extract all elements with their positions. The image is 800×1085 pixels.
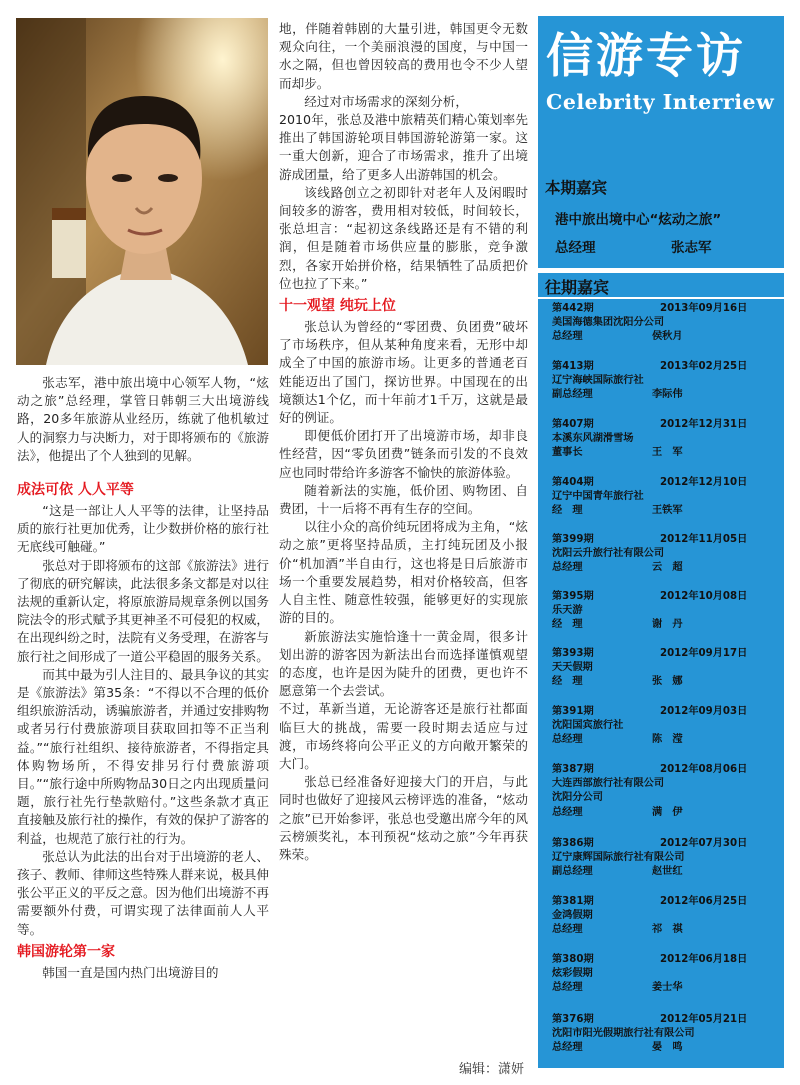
past-guests-box (538, 273, 784, 1068)
past-guest-header (552, 590, 774, 604)
past-guest-name: 满 伊 (652, 806, 683, 818)
past-guest-date: 2012年11月05日 (660, 534, 748, 545)
paragraph: 经过对市场需求的深刻分析， (304, 93, 468, 109)
paragraph: 不过，革新当道，无论游客还是旅行社都面临巨大的挑战，需要一段时期去适应与过渡，市场终将向公平正义的方向敞开繁荣的大门。 (279, 701, 528, 771)
past-guest-issue: 第393期 (552, 648, 594, 659)
past-guest-role-line (552, 330, 774, 344)
paragraph: 张总认为此法的出台对于出境游的老人、孩子、教师、律师这些特殊人群来说，极具伸张公平正义的平反之意。因为他们出境游不再需要额外付费，可谓实现了法律面前人人平等。 (17, 848, 269, 937)
current-guest-box (538, 130, 784, 270)
past-guest-issue: 第413期 (552, 361, 594, 372)
past-guest-item (552, 476, 774, 519)
past-guest-issue: 第407期 (552, 419, 594, 430)
past-guest-date: 2012年09月03日 (660, 706, 748, 717)
past-guest-header (552, 837, 774, 851)
current-guest-title: 本期嘉宾 (545, 179, 608, 197)
past-guest-role-line (552, 733, 774, 747)
past-guest-org: 辽宁海峡国际旅行社 (552, 375, 644, 387)
past-guest-name: 张 娜 (652, 676, 683, 688)
past-guest-role: 总经理 (552, 1042, 583, 1054)
past-guest-role-line (552, 504, 774, 518)
past-guest-org: 天天假期 (552, 662, 593, 674)
past-guest-role: 总经理 (552, 331, 583, 343)
past-guest-issue: 第387期 (552, 764, 594, 775)
past-guest-item (552, 533, 774, 576)
past-guest-org: 辽宁康辉国际旅行社有限公司 (552, 852, 685, 864)
past-guest-header (552, 360, 774, 374)
past-guest-issue: 第442期 (552, 303, 594, 314)
past-guest-role: 副总经理 (552, 389, 593, 401)
past-guest-item (552, 302, 774, 345)
paragraph: 地，伴随着韩剧的大量引进，韩国更令无数观众向往，一个美丽浪漫的国度，与中国一水之隔，但也曾因较高的费用也令不少人望而却步。 (279, 21, 528, 91)
past-guest-role: 经 理 (552, 676, 583, 688)
past-guest-header (552, 533, 774, 547)
past-guest-name: 陈 滢 (652, 734, 683, 746)
paragraph: 韩国一直是国内热门出境游目的 (42, 964, 219, 980)
past-guest-name: 祁 祺 (652, 924, 683, 936)
past-guest-role-line (552, 618, 774, 632)
past-guest-role: 董事长 (552, 447, 583, 459)
paragraph: 以往小众的高价纯玩团将成为主角，“炫动之旅”更将坚持品质，主打纯玩团及小报价“机加酒”半自由行，这也将是日后旅游市场一个重要发展趋势，相对价格较高，但客人自主性、随意性较强，能够更好的实现旅游的目的。 (279, 519, 528, 626)
past-guest-date: 2013年02月25日 (660, 361, 748, 372)
article-column-1 (17, 374, 269, 982)
past-guest-issue: 第399期 (552, 534, 594, 545)
past-guest-date: 2013年09月16日 (660, 303, 748, 314)
past-guest-item (552, 590, 774, 633)
divider (538, 268, 784, 270)
past-guest-name: 李际伟 (652, 389, 683, 401)
past-guest-name: 王铁军 (652, 505, 683, 517)
current-guest-org: 港中旅出境中心“炫动之旅” (555, 212, 722, 228)
past-guest-header (552, 302, 774, 316)
past-guest-item (552, 647, 774, 690)
past-guest-item (552, 953, 774, 996)
interview-sidebar (538, 16, 784, 1068)
past-guest-header (552, 895, 774, 909)
column-banner (538, 16, 784, 130)
portrait-illustration (16, 18, 268, 365)
past-guest-date: 2012年07月30日 (660, 838, 748, 849)
past-guest-role-line (552, 561, 774, 575)
current-guest-name: 张志军 (671, 240, 712, 256)
section-heading: 成法可依 人人平等 (17, 482, 134, 499)
editor-credit: 编辑：潇妍 (458, 1062, 524, 1077)
paragraph: 而其中最为引人注目的、最具争议的其实是《旅游法》第35条：“不得以不合理的低价组织旅游活动，诱骗旅游者，并通过安排购物或者另行付费旅游项目获取回扣等不正当利益。”“旅行社组织、接待旅游者，不得指定具体购物场所，不得安排另行付费旅游项目。”“旅行途中所购物品30日之内出现质量问题，旅行社先行垫款赔付。”这些条款才真正直接触及旅行社的操作，有效的保护了游客的利益，也规范了旅行社的行为。 (17, 666, 269, 846)
past-guest-role-line (552, 446, 774, 460)
paragraph: 随着新法的实施，低价团、购物团、自费团，十一后将不再有生存的空间。 (279, 482, 528, 517)
spacer (17, 465, 269, 477)
past-guest-name: 晏 鸣 (652, 1042, 683, 1054)
past-guest-role-line (552, 1041, 774, 1055)
paragraph: 新旅游法实施恰逢十一黄金周，很多计划出游的游客因为新法出台而选择谨慎观望的态度，也许是因为陡升的团费，更也许不愿意第一个去尝试。 (279, 628, 528, 699)
paragraph: “这是一部让人人平等的法律，让坚持品质的旅行社更加优秀，让少数拼价格的旅行社无底线可触碰。” (17, 503, 269, 555)
past-guest-org: 金鸿假期 (552, 910, 593, 922)
paragraph: 张总已经准备好迎接大门的开启，与此同时也做好了迎接风云榜评选的准备，“炫动之旅”已开始参评，张总也受邀出席今年的风云榜颁奖礼，本刊预祝“炫动之旅”今年再获殊荣。 (279, 774, 528, 862)
past-guest-item (552, 418, 774, 461)
paragraph: 张总对于即将颁布的这部《旅游法》进行了彻底的研究解读，此法很多条文都是对以往法规的重新认定，将原旅游局规章条例以国务院法令的形式赋予其更神圣不可侵犯的权威，在出现纠纷之时，法院有义务受理，在游客与旅行社之间形成了一道公平稳固的服务关系。 (17, 557, 269, 664)
paragraph: 即便低价团打开了出境游市场，却非良性经营，因“零负团费”链条而引发的不良效应也同时带给许多游客不愉快的旅游体验。 (279, 428, 528, 480)
past-guest-issue: 第380期 (552, 954, 594, 965)
past-guest-header (552, 705, 774, 719)
past-guest-role: 总经理 (552, 562, 583, 574)
past-guest-date: 2012年06月25日 (660, 896, 748, 907)
article-column-2 (279, 20, 528, 864)
past-guest-name: 谢 丹 (652, 619, 683, 631)
past-guest-header (552, 953, 774, 967)
past-guest-issue: 第395期 (552, 591, 594, 602)
past-guest-role: 总经理 (552, 734, 583, 746)
paragraph: 张总认为曾经的“零团费、负团费”破坏了市场秩序，但从某种角度来看，无形中却成全了中国的旅游市场。让更多的普通老百姓能迈出了国门，探访世界。中国现在的出境额达1个亿，而十年前才1千万，这就是最好的例证。 (279, 319, 528, 426)
past-guest-item (552, 705, 774, 748)
past-guest-date: 2012年12月10日 (660, 477, 748, 488)
past-guest-org: 沈阳分公司 (552, 792, 603, 804)
section-heading: 十一观望 纯玩上位 (279, 298, 396, 315)
current-guest-role-line (555, 236, 712, 256)
past-guest-name: 王 军 (652, 447, 683, 459)
banner-title-en: Celebrity Interriew (546, 90, 775, 114)
past-guest-header (552, 476, 774, 490)
past-guest-issue: 第404期 (552, 477, 594, 488)
banner-title-cn: 信游专访 (546, 29, 746, 84)
past-guest-item (552, 360, 774, 403)
past-guest-org: 美国海德集团沈阳分公司 (552, 317, 665, 329)
past-guest-org: 辽宁中国青年旅行社 (552, 491, 644, 503)
past-guest-date: 2012年06月18日 (660, 954, 748, 965)
past-guest-role-line (552, 388, 774, 402)
past-guest-role: 经 理 (552, 505, 583, 517)
past-guest-item (552, 763, 774, 820)
past-guest-org: 沈阳市阳光假期旅行社有限公司 (552, 1028, 695, 1040)
past-guest-item (552, 1013, 774, 1056)
past-guest-org: 大连西部旅行社有限公司 (552, 778, 665, 790)
intro-paragraph: 张志军，港中旅出境中心领军人物，“炫动之旅”总经理，掌管日韩朝三大出境游线路，20多年旅游从业经历，练就了他机敏过人的洞察力与决断力，对于即将颁布的《旅游法》，他提出了个人独到的见解。 (17, 375, 269, 463)
past-guest-org: 本溪东风湖滑雪场 (552, 433, 634, 445)
past-guest-item (552, 895, 774, 938)
past-guest-header (552, 763, 774, 777)
section-heading: 韩国游轮第一家 (17, 943, 115, 960)
past-guest-date: 2012年08月06日 (660, 764, 748, 775)
current-guest-role: 总经理 (555, 240, 596, 256)
past-guest-issue: 第381期 (552, 896, 594, 907)
past-guest-org: 炫彩假期 (552, 968, 593, 980)
past-guest-role: 副总经理 (552, 866, 593, 878)
past-guest-role-line (552, 806, 774, 820)
divider (538, 297, 784, 299)
past-guest-issue: 第386期 (552, 838, 594, 849)
portrait-photo (16, 18, 268, 365)
past-guest-item (552, 837, 774, 880)
past-guest-issue: 第376期 (552, 1014, 594, 1025)
past-guest-role: 总经理 (552, 806, 583, 818)
past-guest-date: 2012年12月31日 (660, 419, 748, 430)
past-guest-name: 侯秋月 (652, 331, 683, 343)
past-guest-date: 2012年09月17日 (660, 648, 748, 659)
past-guest-header (552, 418, 774, 432)
past-guest-role-line (552, 923, 774, 937)
past-guest-org: 乐天游 (552, 605, 583, 617)
past-guest-name: 赵世红 (652, 866, 683, 878)
past-guest-issue: 第391期 (552, 706, 594, 717)
past-guest-role-line (552, 981, 774, 995)
past-guest-header (552, 1013, 774, 1027)
past-guest-date: 2012年10月08日 (660, 591, 748, 602)
past-guest-org: 沈阳云升旅行社有限公司 (552, 548, 665, 560)
past-guest-role: 总经理 (552, 924, 583, 936)
paragraph: 该线路创立之初即针对老年人及闲暇时间较多的游客，费用相对较低，时间较长，张总坦言：“起初这条线路还是有不错的利润，但是随着市场供应量的膨胀，竞争激烈，各家开始拼价格，结果牺牲了品质把价位也拉了下来。” (279, 184, 528, 291)
paragraph: 2010年，张总及港中旅精英们精心策划率先推出了韩国游轮项目韩国游轮游第一家。这一重大创新，迎合了市场需求，推升了出境游成团量，给了更多人出游韩国的机会。 (279, 112, 528, 182)
past-guests-title: 往期嘉宾 (545, 278, 610, 297)
past-guest-header (552, 647, 774, 661)
past-guest-role-line (552, 675, 774, 689)
past-guest-name: 云 超 (652, 562, 683, 574)
past-guest-role-line (552, 865, 774, 879)
past-guest-date: 2012年05月21日 (660, 1014, 748, 1025)
past-guest-name: 姜士华 (652, 982, 683, 994)
past-guest-role: 总经理 (552, 982, 583, 994)
past-guest-org: 沈阳国宾旅行社 (552, 720, 624, 732)
past-guest-role: 经 理 (552, 619, 583, 631)
